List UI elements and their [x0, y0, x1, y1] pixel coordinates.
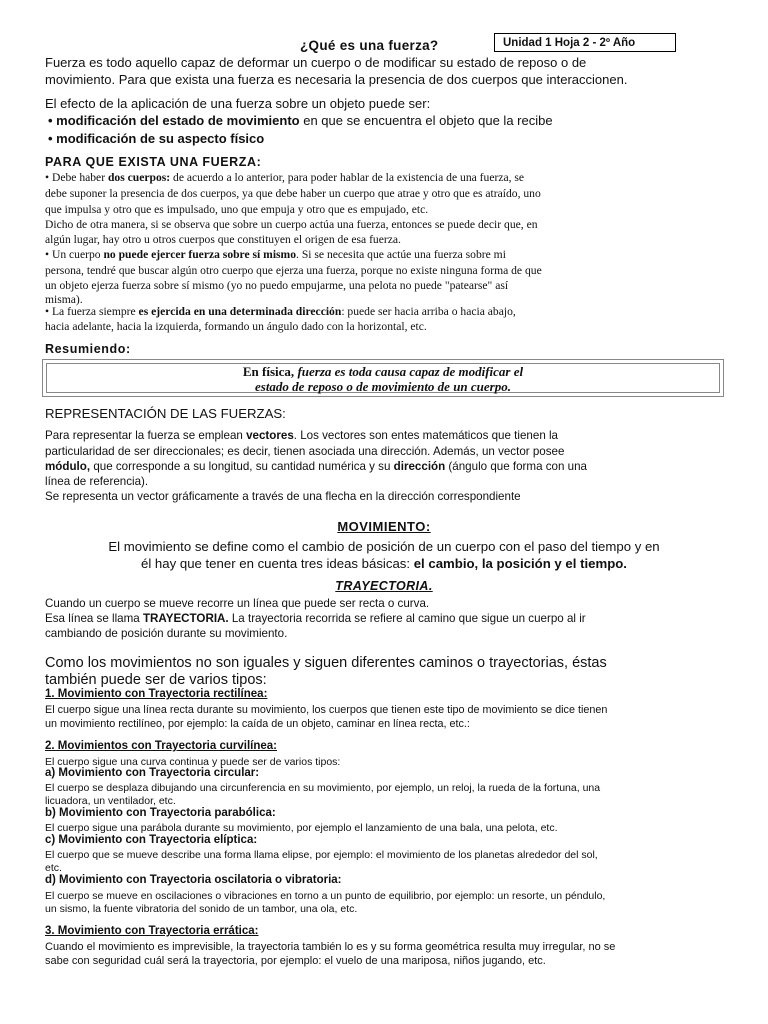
para-line: • Debe haber dos cuerpos: de acuerdo a lo anterior, para poder hablar de la existencia de una fuerza, se — [45, 171, 525, 184]
effect-line: El efecto de la aplicación de una fuerza sobre un objeto puede ser: — [45, 96, 431, 111]
tipo-2d-line: El cuerpo se mueve en oscilaciones o vibraciones en torno a un punto de equilibrio, por ejemplo: un resorte, un péndulo, — [45, 890, 606, 902]
tipo-2a-heading: a) Movimiento con Trayectoria circular: — [45, 767, 260, 779]
para-line: hacia adelante, hacia la izquierda, formando un ángulo dado con la horizontal, etc. — [45, 320, 427, 333]
effect-bullet-2: • modificación de su aspecto físico — [48, 131, 265, 146]
repr-line: línea de referencia). — [45, 475, 149, 488]
movimiento-line-1: El movimiento se define como el cambio de posición de un cuerpo con el paso del tiempo y en — [108, 539, 660, 554]
trayectoria-line: Cuando un cuerpo se mueve recorre un línea que puede ser recta o curva. — [45, 597, 430, 610]
tipo-2d-line: un sismo, la fuente vibratoria del sonido de un tambor, una ola, etc. — [45, 903, 358, 915]
repr-line: particularidad de ser direccionales; es decir, tienen asociada una dirección. Además, un vector posee — [45, 445, 565, 458]
intro-line-2: movimiento. Para que exista una fuerza es necesaria la presencia de dos cuerpos que interaccionen. — [45, 72, 628, 87]
tipo-2c-line: etc. — [45, 862, 62, 874]
tipo-2c-heading: c) Movimiento con Trayectoria elíptica: — [45, 834, 258, 846]
repr-line: módulo, que corresponde a su longitud, su cantidad numérica y su dirección (ángulo que forma con una — [45, 460, 588, 473]
effect-bullet-1: • modificación del estado de movimiento en que se encuentra el objeto que la recibe — [48, 113, 553, 128]
para-line: que impulsa y otro que es impulsado, uno que empuja y otro que es empujado, etc. — [45, 203, 429, 216]
repr-line: Se representa un vector gráficamente a través de una flecha en la dirección correspondiente — [45, 490, 521, 503]
para-line: • Un cuerpo no puede ejercer fuerza sobre sí mismo. Si se necesita que actúe una fuerza sobre mi — [45, 248, 506, 261]
trayectoria-line: cambiando de posición durante su movimiento. — [45, 627, 288, 640]
tipos-intro-line-2: también puede ser de varios tipos: — [45, 672, 267, 688]
tipo-2d-heading: d) Movimiento con Trayectoria oscilatoria o vibratoria: — [45, 874, 342, 886]
definition-line-2: estado de reposo o de movimiento de un cuerpo. — [254, 379, 511, 394]
para-line: • La fuerza siempre es ejercida en una determinada dirección: puede ser hacia arriba o hacia abajo, — [45, 305, 516, 318]
definition-box-inner — [46, 363, 720, 393]
tipo-2b-line: El cuerpo sigue una parábola durante su movimiento, por ejemplo el lanzamiento de una bala, una pelota, etc. — [45, 822, 558, 834]
para-line: algún lugar, hay otro u otros cuerpos que constituyen el origen de esa fuerza. — [45, 233, 401, 246]
tipo-2a-line: El cuerpo se desplaza dibujando una circunferencia en su movimiento, por ejemplo, un reloj, la rueda de la fortuna, una — [45, 782, 601, 794]
tipo-2b-heading: b) Movimiento con Trayectoria parabólica: — [45, 807, 276, 819]
definition-line-1: En física, fuerza es toda causa capaz de modificar el — [242, 364, 524, 379]
section-heading-movimiento: MOVIMIENTO: — [337, 519, 431, 534]
repr-line: Para representar la fuerza se emplean vectores. Los vectores son entes matemáticos que tienen la — [45, 429, 559, 442]
tipo-2c-line: El cuerpo que se mueve describe una forma llama elipse, por ejemplo: el movimiento de los planetas alrededor del sol, — [45, 849, 598, 861]
section-heading-trayectoria: TRAYECTORIA. — [335, 579, 433, 593]
tipo-2a-line: licuadora, un ventilador, etc. — [45, 795, 176, 807]
section-heading-para-que-exista: PARA QUE EXISTA UNA FUERZA: — [45, 155, 262, 169]
para-line: un objeto ejerza fuerza sobre sí mismo (yo no puedo empujarme, una pelota no puede "patearse" así — [45, 279, 509, 292]
tipo-1-line: El cuerpo sigue una línea recta durante su movimiento, los cuerpos que tienen este tipo de movimiento se dice tienen — [45, 704, 608, 716]
page-title: ¿Qué es una fuerza? — [300, 38, 439, 53]
tipo-3-line: sabe con seguridad cuál será la trayectoria, por ejemplo: el vuelo de una mariposa, niños jugando, etc. — [45, 955, 546, 967]
para-line: misma). — [45, 293, 83, 306]
section-heading-representacion: REPRESENTACIÓN DE LAS FUERZAS: — [45, 406, 286, 421]
unit-label-box: Unidad 1 Hoja 2 - 2º Año — [494, 33, 676, 52]
tipo-3-heading: 3. Movimiento con Trayectoria errática: — [45, 925, 259, 937]
para-line: persona, tendré que buscar algún otro cuerpo que ejerza una fuerza, porque no existe ninguna forma de que — [45, 264, 542, 277]
tipo-2-line: El cuerpo sigue una curva continua y puede ser de varios tipos: — [45, 756, 341, 768]
tipo-2-heading: 2. Movimientos con Trayectoria curvilínea: — [45, 740, 277, 752]
para-line: Dicho de otra manera, si se observa que sobre un cuerpo actúa una fuerza, entonces se puede decir que, en — [45, 218, 538, 231]
tipo-1-heading: 1. Movimiento con Trayectoria rectilínea: — [45, 688, 268, 700]
intro-line-1: Fuerza es todo aquello capaz de deformar un cuerpo o de modificar su estado de reposo o de — [45, 55, 587, 70]
tipo-1-line: un movimiento rectilíneo, por ejemplo: la caída de un objeto, caminar en línea recta, etc.: — [45, 718, 470, 730]
section-heading-resumiendo: Resumiendo: — [45, 342, 131, 356]
tipos-intro-line-1: Como los movimientos no son iguales y siguen diferentes caminos o trayectorias, éstas — [45, 655, 607, 671]
para-line: debe suponer la presencia de dos cuerpos, ya que debe haber un cuerpo que atrae y otro que es atraído, uno — [45, 187, 541, 200]
trayectoria-line: Esa línea se llama TRAYECTORIA. La trayectoria recorrida se refiere al camino que sigue un cuerpo al ir — [45, 612, 586, 625]
movimiento-line-2: él hay que tener en cuenta tres ideas básicas: el cambio, la posición y el tiempo. — [141, 556, 627, 571]
definition-box — [42, 359, 724, 397]
tipo-3-line: Cuando el movimiento es imprevisible, la trayectoria también lo es y su forma geométrica resulta muy irregular, no se — [45, 941, 616, 953]
